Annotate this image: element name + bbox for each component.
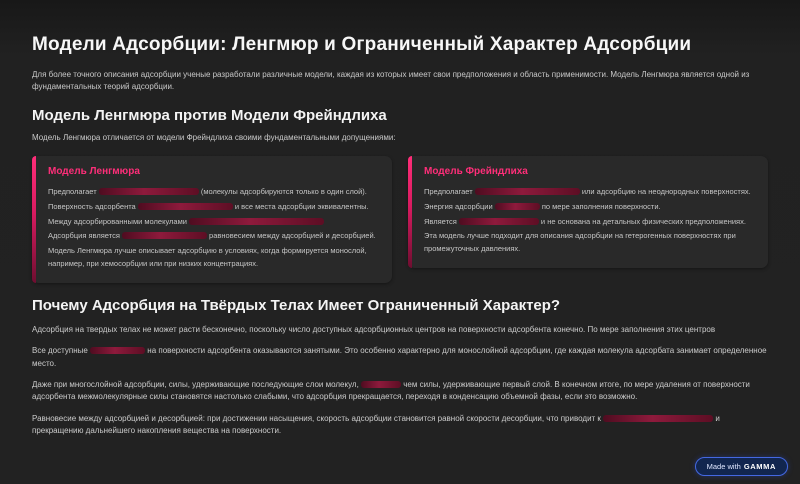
- card-accent-bar: [32, 156, 36, 283]
- badge-prefix-label: Made with: [706, 462, 741, 471]
- card-freundlich-line: [424, 216, 756, 229]
- card-langmuir-line: [48, 216, 380, 229]
- text-segment: Поверхность адсорбента: [48, 201, 138, 211]
- text-segment: Все доступные: [32, 346, 91, 356]
- redacted-text: [138, 203, 233, 210]
- limited-paragraph: [32, 413, 768, 438]
- card-freundlich-line: [424, 230, 756, 256]
- made-with-gamma-badge[interactable]: [695, 457, 788, 476]
- card-freundlich: [408, 156, 768, 268]
- card-langmuir-title: Модель Ленгмюра: [48, 166, 140, 178]
- text-segment: чем силы, удерживающие первый слой. В конечном итоге, по мере удаления от поверхности адсорбента межмолекулярные силы становятся настолько слабыми, что адсорбция прекращается, переходя в конденсацию объемной фазы, если это возможно.: [32, 379, 750, 402]
- comparison-lead: Модель Ленгмюра отличается от модели Фрейндлиха своими фундаментальными допущениями:: [32, 133, 396, 143]
- page-title: Модели Адсорбции: Ленгмюр и Ограниченный Характер Адсорбции: [32, 34, 692, 55]
- section-heading-limited: Почему Адсорбция на Твёрдых Телах Имеет Ограниченный Характер?: [32, 296, 561, 314]
- text-segment: и все места адсорбции эквивалентны.: [232, 201, 369, 211]
- text-segment: (молекулы адсорбируются только в один слой).: [198, 187, 367, 197]
- text-segment: на поверхности адсорбента оказываются занятыми. Это особенно характерно для монослойной адсорбции, где каждая молекула адсорбата занимает определенное место.: [32, 346, 767, 368]
- text-segment: или адсорбцию на неоднородных поверхностях.: [579, 187, 751, 197]
- redacted-text: [361, 381, 401, 388]
- redacted-text: [90, 347, 145, 354]
- text-segment: Между адсорбированными молекулами: [48, 216, 190, 226]
- text-segment: Эта модель лучше подходит для описания адсорбции на гетерогенных поверхностях при промежуточных давлениях.: [424, 231, 736, 254]
- text-segment: Даже при многослойной адсорбции, силы, удерживающие последующие слои молекул,: [32, 379, 362, 389]
- text-segment: и прекращению дальнейшего накопления вещества на поверхности.: [32, 413, 720, 436]
- text-segment: Является: [424, 216, 459, 226]
- text-segment: Адсорбция на твердых телах не может расти бесконечно, поскольку число доступных адсорбционных центров на поверхности адсорбента конечно. По мере заполнения этих центров: [32, 324, 716, 334]
- limited-paragraph: [32, 324, 768, 336]
- text-segment: Энергия адсорбции: [424, 201, 495, 211]
- text-segment: Модель Ленгмюра лучше описывает адсорбцию в условиях, когда формируется монослой, например, при хемосорбции или при низких концентрациях.: [48, 246, 367, 268]
- limited-paragraph: [32, 345, 768, 370]
- card-langmuir: [32, 156, 392, 283]
- redacted-text: [475, 188, 580, 195]
- redacted-text: [99, 188, 199, 195]
- limited-paragraph: [32, 379, 768, 404]
- card-langmuir-line: [48, 230, 380, 243]
- card-freundlich-line: [424, 186, 756, 199]
- redacted-text: [495, 203, 540, 210]
- redacted-text: [459, 218, 539, 225]
- text-segment: Предполагает: [424, 187, 475, 197]
- text-segment: и не основана на детальных физических предположениях.: [538, 216, 746, 226]
- intro-paragraph: Для более точного описания адсорбции ученые разработали различные модели, каждая из которых имеет свои предположения и область применимости. Модель Ленгмюра является одной из фундаментальных теорий адсорбции.: [32, 69, 750, 91]
- slide-content: [0, 34, 800, 438]
- card-freundlich-line: [424, 201, 756, 214]
- card-freundlich-title: Модель Фрейндлиха: [424, 166, 528, 178]
- text-segment: по мере заполнения поверхности.: [539, 201, 661, 211]
- card-langmuir-line: [48, 201, 380, 214]
- card-accent-bar: [408, 156, 412, 268]
- redacted-text: [122, 232, 207, 239]
- text-segment: равновесием между адсорбцией и десорбцией.: [206, 231, 376, 241]
- gamma-logo: GAMMA: [743, 462, 776, 471]
- text-segment: Предполагает: [48, 187, 99, 197]
- text-segment: Адсорбция является: [48, 231, 122, 241]
- redacted-text: [603, 415, 713, 422]
- redacted-text: [189, 218, 324, 225]
- card-langmuir-line: [48, 186, 380, 199]
- section-heading-comparison: Модель Ленгмюра против Модели Фрейндлиха: [32, 106, 387, 124]
- comparison-cards: [32, 156, 768, 283]
- card-langmuir-line: [48, 245, 380, 271]
- text-segment: Равновесие между адсорбцией и десорбцией: при достижении насыщения, скорость адсорбции становится равной скорости десорбции, что приводит к: [32, 413, 604, 423]
